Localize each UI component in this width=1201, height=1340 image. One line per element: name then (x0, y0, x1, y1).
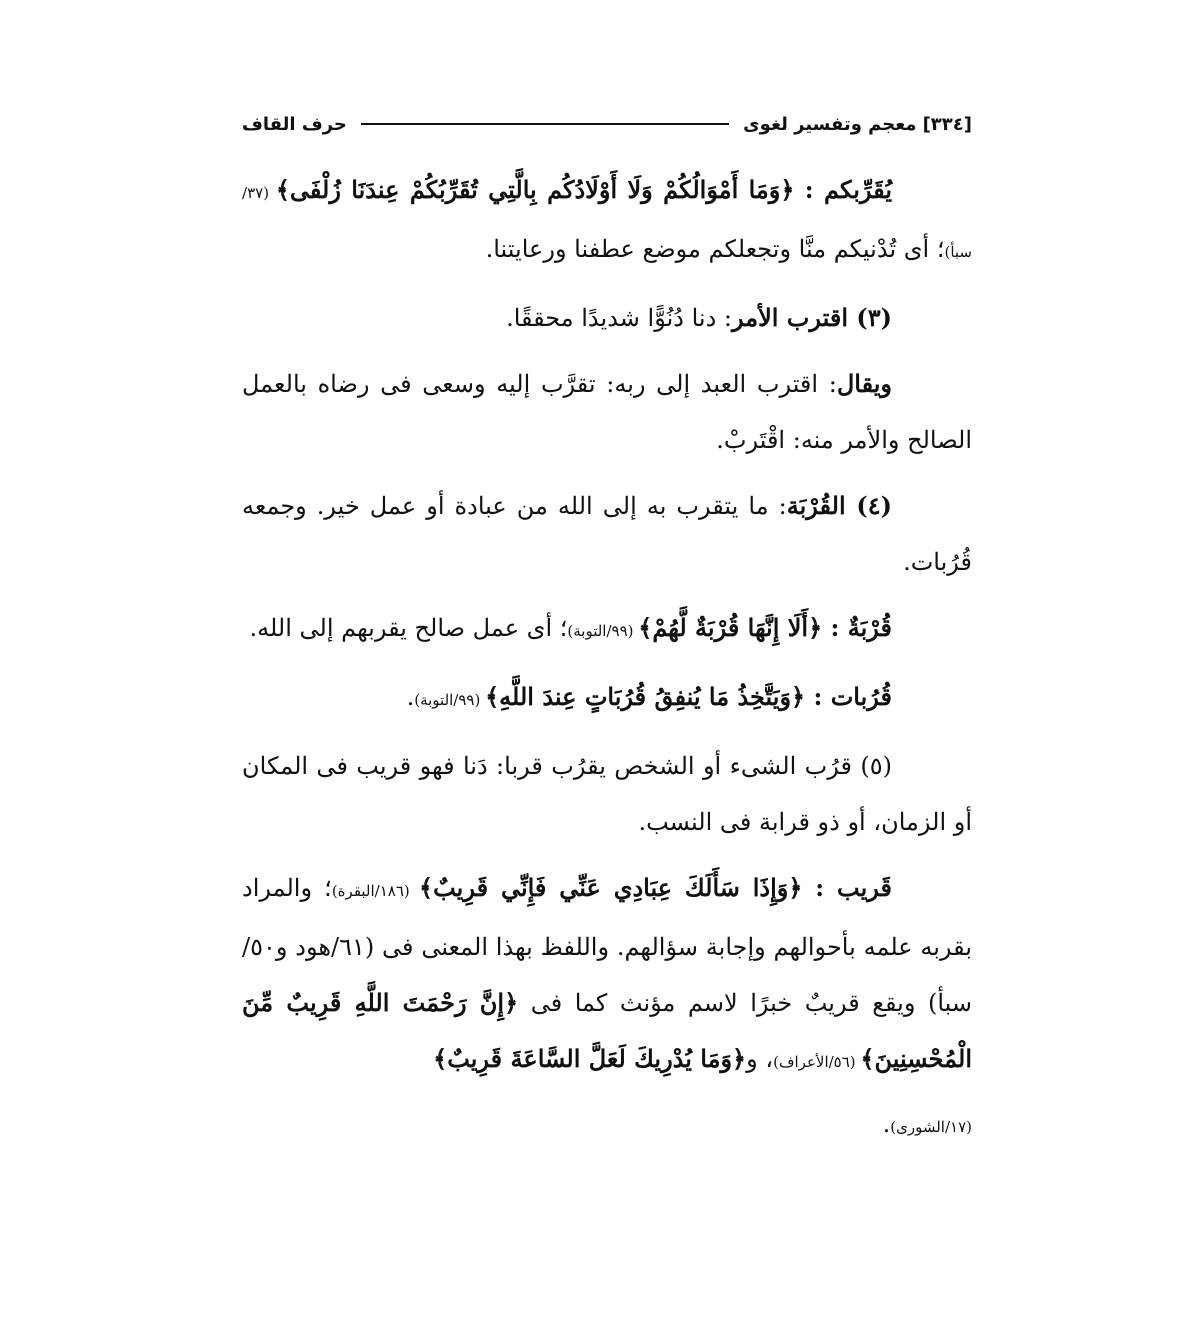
bold-text: قُرُبات : (805, 682, 892, 711)
body-text: ؛ والمراد بقربه علمه بأحوالهم وإجابة سؤالهم. واللفظ بهذا المعنى فى (٦١/هود و٥٠/سبأ) ويقع قريبٌ خبرًا لاسم مؤنث كما فى (242, 874, 972, 1017)
bold-text: ﴿إِنَّ رَحْمَتَ اللَّهِ قَرِيبٌ مِّنَ الْمُحْسِنِينَ﴾ (242, 988, 972, 1073)
paragraph (242, 290, 972, 346)
body-text: : دنا دُنُوًّا شديدًا محققًا. (506, 304, 732, 332)
page-number: [٣٣٤] (922, 113, 972, 135)
bold-text: (٤) القُرْبَة (786, 491, 893, 520)
body-text: ؛ أى عمل صالح يقربهم إلى الله. (249, 614, 568, 642)
body-text: ، و (746, 1045, 774, 1073)
section-title: حرف القاف (242, 113, 347, 135)
bold-text: (٣) اقترب الأمر (732, 303, 892, 332)
bold-text: يُقَرِّبكم : (794, 175, 892, 204)
paragraph (242, 738, 972, 850)
citation: (٣٧/سبأ) (242, 184, 972, 261)
bold-text: ﴿وَمَا يُدْرِيكَ لَعَلَّ السَّاعَةَ قَرِيبٌ﴾ (433, 1044, 747, 1073)
citation: (٩٩/التوبة) (414, 691, 486, 709)
body-text: . (406, 683, 415, 711)
citation: (٩٩/التوبة) (567, 622, 639, 640)
bold-text: ﴿وَمَا أَمْوَالُكُمْ وَلَا أَوْلَادُكُم بِالَّتِي تُقَرِّبُكُمْ عِندَنَا زُلْفَى﴾ (275, 175, 795, 204)
book-title: معجم وتفسير لغوى (743, 113, 917, 135)
paragraph (242, 162, 972, 280)
page-body (242, 162, 972, 1165)
paragraph (242, 1096, 972, 1155)
bold-text: قُرْبَةٌ : (822, 613, 892, 642)
bold-text: ﴿وَإِذَا سَأَلَكَ عِبَادِي عَنِّي فَإِنِّي قَرِيبٌ﴾ (419, 873, 803, 902)
citation: (٥٦/الأعراف) (773, 1053, 861, 1071)
bold-text: ويقال (836, 369, 892, 398)
document-page (242, 96, 972, 1276)
citation: (١٨٦/البقرة) (331, 882, 420, 900)
body-text: (٥) قرُب الشىء أو الشخص يقرُب قربا: دَنا فهو قريب فى المكان أو الزمان، أو ذو قرابة فى النسب. (242, 752, 972, 836)
bold-text: ﴿وَيَتَّخِذُ مَا يُنفِقُ قُرُبَاتٍ عِندَ اللَّهِ﴾ (485, 682, 806, 711)
paragraph (242, 860, 972, 1090)
paragraph (242, 669, 972, 728)
body-text: . (882, 1110, 891, 1138)
body-text: : اقترب العبد إلى ربه: تقرَّب إليه وسعى فى رضاه بالعمل الصالح والأمر منه: اقْتَربْ. (242, 370, 972, 454)
bold-text: قَريب : (802, 873, 892, 902)
paragraph (242, 600, 972, 659)
body-text: : ما يتقرب به إلى الله من عبادة أو عمل خير. وجمعه قُرُبات. (242, 492, 972, 576)
citation: (١٧/الشورى) (890, 1118, 972, 1136)
body-text: ؛ أى تُدْنيكم منَّا وتجعلكم موضع عطفنا ورعايتنا. (485, 235, 945, 263)
paragraph (242, 356, 972, 468)
header-rule (361, 123, 729, 125)
running-header (242, 108, 972, 140)
bold-text: ﴿أَلَا إِنَّهَا قُرْبَةٌ لَّهُمْ﴾ (638, 613, 823, 642)
paragraph (242, 478, 972, 590)
